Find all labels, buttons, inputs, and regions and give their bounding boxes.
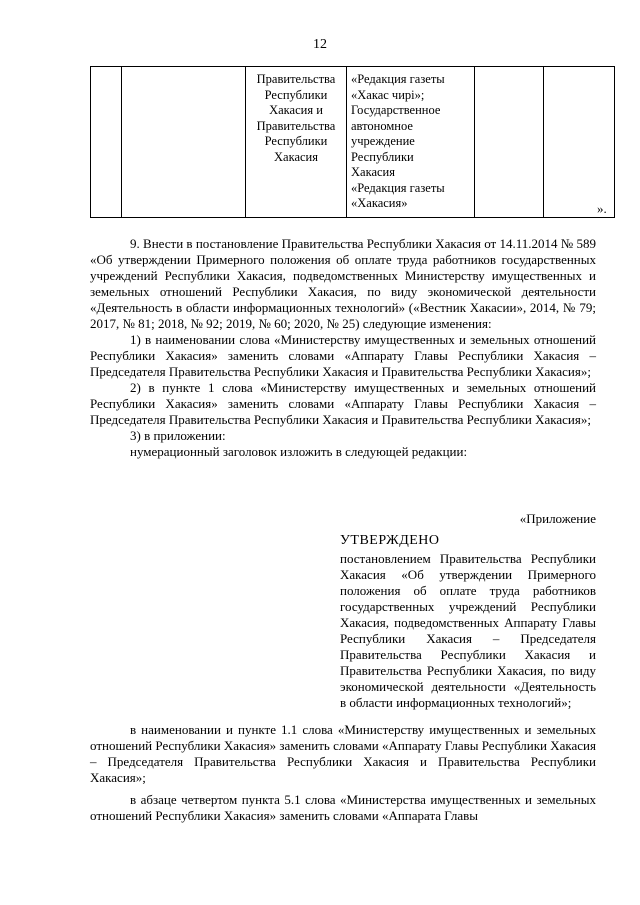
paragraph-subitem-2: 2) в пункте 1 слова «Министерству имущественных и земельных отношений Республики Хакасия» заменить словами «Аппарату Главы Республики Хакасия – Председателя Правительства Республики Хакасия и Правительства Республики Хакасия»;: [90, 380, 596, 427]
cell-line: Хакасия: [274, 149, 318, 164]
cell-line: учреждение: [351, 134, 415, 148]
cell-line: «Редакция газеты: [351, 72, 445, 86]
cell-line: Правительства: [256, 118, 336, 133]
cell-line: Республики: [264, 87, 328, 102]
appendix-header-block: [340, 511, 596, 711]
paragraph-point-5-1: в абзаце четвертом пункта 5.1 слова «Министерства имущественных и земельных отношений Республики Хакасия» заменить словами «Аппарата Главы: [90, 792, 596, 823]
table-cell-authority: [246, 67, 347, 218]
paragraph-item-9: 9. Внести в постановление Правительства Республики Хакасия от 14.11.2014 № 589 «Об утверждении Примерного положения об оплате труда работников государственных учреждений Республики Хакасия, подведомственных Министерству имущественных и земельных отношений Республики Хакасия, по виду экономической деятельности «Деятельность в области информационных технологий» («Вестник Хакасии», 2014, № 79; 2017, № 81; 2018, № 92; 2019, № 60; 2020, № 25) следующие изменения:: [90, 236, 596, 331]
paragraph-title-change: в наименовании и пункте 1.1 слова «Министерству имущественных и земельных отношений Республики Хакасия» заменить словами «Аппарату Главы Республики Хакасия – Председателя Правительства Республики Хакасия и Правительства Республики Хакасия»;: [90, 722, 596, 785]
approved-heading: УТВЕРЖДЕНО: [340, 533, 440, 548]
cell-line: «Хакас чирі»;: [351, 87, 425, 102]
table-cell-empty: [122, 67, 246, 218]
cell-line: Хакасия: [351, 165, 395, 179]
amendment-text-bottom: [90, 722, 596, 824]
table-cell-empty: [91, 67, 122, 218]
page-number: 12: [313, 37, 327, 52]
cell-line: автономное: [351, 118, 413, 133]
cell-line: Республики: [264, 134, 328, 148]
paragraph-subitem-1: 1) в наименовании слова «Министерству имущественных и земельных отношений Республики Хакасия» заменить словами «Аппарату Главы Республики Хакасия – Председателя Правительства Республики Хакасия и Правительства Республики Хакасия»;: [90, 332, 596, 379]
approved-body: постановлением Правительства Республики Хакасия «Об утверждении Примерного положения об оплате труда работников государственных учреждений Республики Хакасия, подведомственных Аппарату Главы Республики Хакасия – Председателя Правительства Республики Хакасия и Правительства Республики Хакасия, по виду экономической деятельности «Деятельность в области информационных технологий»;: [340, 551, 596, 710]
cell-line: Хакасия и: [269, 103, 323, 117]
cell-line: Государственное: [351, 103, 441, 117]
cell-line: Правительства: [256, 72, 336, 86]
paragraph-header-instruction: нумерационный заголовок изложить в следующей редакции:: [130, 444, 468, 459]
paragraph-subitem-3: 3) в приложении:: [130, 428, 226, 443]
closing-quote: ».: [597, 201, 607, 216]
continuation-table: [90, 66, 615, 218]
table-cell-empty: [475, 67, 544, 218]
appendix-label: «Приложение: [519, 511, 596, 526]
amendment-text-top: [90, 236, 596, 460]
cell-line: Республики: [351, 149, 414, 164]
table-cell-empty: [544, 67, 615, 218]
cell-line: «Хакасия»: [351, 196, 408, 210]
table-row: [91, 67, 615, 218]
table-cell-institutions: [347, 67, 475, 218]
cell-line: «Редакция газеты: [351, 180, 445, 195]
